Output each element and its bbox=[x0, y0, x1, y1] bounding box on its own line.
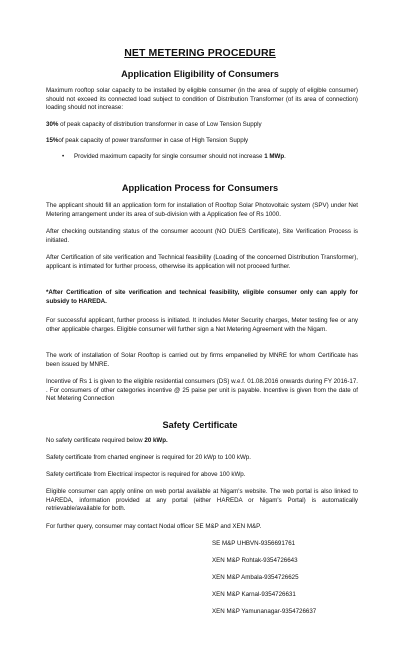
safety-line-3: Safety certificate from Electrical inspector is required for above 100 kWp. bbox=[46, 471, 246, 478]
ht-text: of peak capacity of power transformer in case of High Tension Supply bbox=[58, 137, 249, 144]
contact-item: XEN M&P Rohtak-9354726643 bbox=[212, 557, 298, 564]
bullet-value: 1 MWp bbox=[264, 153, 285, 160]
page-title: NET METERING PROCEDURE bbox=[124, 47, 276, 59]
ht-percent: 15% bbox=[46, 137, 59, 144]
bullet-dot: • bbox=[62, 153, 65, 160]
lt-supply-line bbox=[46, 121, 358, 130]
safety-line-1: No safety certificate required below 20 kWp. bbox=[46, 437, 168, 444]
process-para-3: After Certification of site verification and Technical feasibility (Loading of the concerned Distribution Transformer), applicant is intimated for further process, otherwise its application will not proceed further. bbox=[46, 254, 358, 270]
safety-line-5: For further query, consumer may contact Nodal officer SE M&P and XEN M&P. bbox=[46, 523, 262, 530]
safety-line-2: Safety certificate from charted engineer is required for 20 kWp to 100 kWp. bbox=[46, 454, 251, 461]
process-para-6: The work of installation of Solar Rooftop is carried out by firms empanelled by MNRE for whom Certificate has been issued by MNRE. bbox=[46, 352, 358, 368]
safety-heading: Safety Certificate bbox=[162, 420, 238, 430]
process-para-1: The applicant should fill an application form for installation of Rooftop Solar Photovoltaic system (SPV) under Net Metering arrangement under its area of sub-division with a Application fee of Rs 1000. bbox=[46, 202, 358, 218]
process-heading: Application Process for Consumers bbox=[121, 183, 279, 193]
safety-line-4: Eligible consumer can apply online on web portal available at Nigam's website. The web portal is also linked to HAREDA, information provided at any portal (either HAREDA or Nigam's Portal) is automatically retrievable/available for both. bbox=[46, 488, 358, 513]
contact-item: XEN M&P Karnal-9354726631 bbox=[212, 591, 296, 598]
process-para-2: After checking outstanding status of the consumer account (NO DUES Certificate), Site Verification Process is initiated. bbox=[46, 228, 358, 244]
lt-text: of peak capacity of distribution transformer in case of Low Tension Supply bbox=[58, 121, 262, 128]
contact-item: XEN M&P Ambala-9354726625 bbox=[212, 574, 299, 581]
safety-threshold: 20 kWp. bbox=[144, 437, 168, 444]
bullet-text: Provided maximum capacity for single consumer should not increase 1 MWp. bbox=[74, 153, 286, 160]
eligibility-heading: Application Eligibility of Consumers bbox=[121, 69, 279, 79]
ht-supply-line bbox=[46, 137, 358, 146]
process-para-7: Incentive of Rs 1 is given to the eligible residential consumers (DS) w.e.f. 01.08.2016 onwards during FY 2016-17. . For consumers of other categories incentive @ 25 paise per unit is payable. Incentive is given from the date of Net Metering Connection bbox=[46, 378, 358, 403]
process-para-4: *After Certification of site verification and technical feasibility, eligible consumer only can apply for subsidy to HAREDA. bbox=[46, 289, 358, 305]
lt-percent: 30% bbox=[46, 121, 59, 128]
contact-item: XEN M&P Yamunanagar-9354726637 bbox=[212, 608, 317, 615]
eligibility-intro: Maximum rooftop solar capacity to be installed by eligible consumer (in the area of supply of eligible consumer) should not exceed its connected load subject to condition of Distribution Transformer (of its area of connection) loading should not increase: bbox=[46, 87, 358, 112]
contact-item: SE M&P UHBVN-9356691761 bbox=[212, 540, 296, 547]
process-para-5: For successful applicant, further process is initiated. It includes Meter Security charges, Meter testing fee or any other applicable charges. Eligible consumer will further sign a Net Metering Agreement with the Nigam. bbox=[46, 317, 358, 333]
